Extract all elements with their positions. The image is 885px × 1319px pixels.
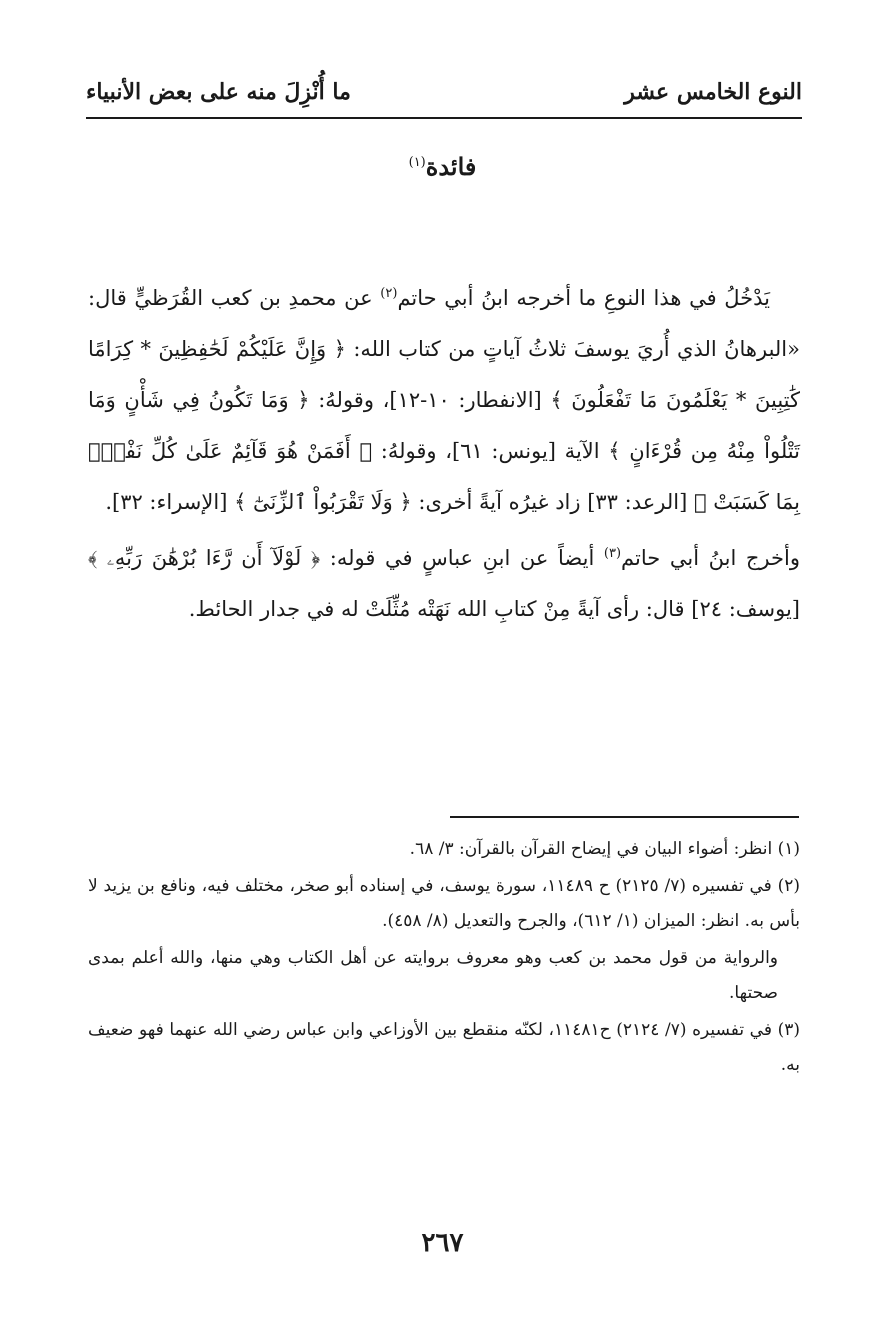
p2-text-b: أيضاً عن ابنِ عباسٍ في قوله: — [320, 546, 604, 570]
p1-footnote-ref: (٢) — [380, 286, 398, 301]
footnote-2: (٢) في تفسيره (٧/ ٢١٢٥) ح ١١٤٨٩، سورة يوسف، في إسناده أبو صخر، مختلف فيه، ونافع بن يزيد لا بأس به. انظر: الميزان (١/ ٦١٢)، والجرح والتعديل (٨/ ٤٥٨). — [88, 876, 800, 931]
footnote-2-continued: والرواية من قول محمد بن كعب وهو معروف بروايته عن أهل الكتاب وهي منها، والله أعلم بمدى صحتها. — [88, 948, 778, 1003]
p2-text-a: وأخرج ابنُ أبي حاتم — [621, 546, 800, 570]
quran-ref-5: [يوسف: ٢٤] قال: رأى آيةً مِنْ كتابِ الله نَهَتْه مُثِّلَتْ له في جدار الحائط. — [188, 597, 800, 621]
quran-verse-5: ﴿ لَوْلَآ أَن رَّءَا بُرْهَٰنَ رَبِّهِۦ ﴾ — [88, 546, 321, 570]
section-title-text: فائدة — [425, 152, 477, 181]
quran-ref-3: [الرعد: ٣٣] زاد غيرُه آيةً أخرى: — [411, 490, 694, 514]
footnote-1: (١) انظر: أضواء البيان في إيضاح القرآن بالقرآن: ٣/ ٦٨. — [409, 839, 800, 859]
footnotes — [88, 832, 800, 1085]
header-rule — [86, 117, 802, 119]
p1-text-a: يَدْخُلُ في هذا النوعِ ما أخرجه ابنُ أبي حاتم — [397, 286, 771, 310]
footnote-rule — [450, 816, 799, 818]
p2-footnote-ref: (٣) — [603, 546, 622, 561]
quran-ref-4: [الإسراء: ٣٢]. — [105, 490, 235, 514]
page-number: ٢٦٧ — [421, 1228, 464, 1258]
p1-text-b: عن محمدِ بن كعب القُرَظيٍّ قال: «البرهانُ الذي أُريَ يوسفَ ثلاثُ آياتٍ من كتاب الله: — [88, 286, 800, 361]
paragraph-2 — [88, 528, 800, 635]
header-chapter-title: النوع الخامس عشر — [624, 79, 802, 105]
paragraph-1 — [88, 268, 800, 528]
main-text — [88, 268, 800, 635]
quran-verse-3: ﴿ أَفَمَنْ هُوَ قَآئِمٌ عَلَىٰ كُلِّ نَفْسٍۭ بِمَا كَسَبَتْ ﴾ — [88, 439, 800, 514]
quran-ref-1: [الانفطار: ١٠-١٢]، وقولهُ: — [309, 388, 551, 412]
quran-ref-2: الآية [يونس: ٦١]، وقولهُ: — [372, 439, 609, 463]
quran-verse-4: ﴿ وَلَا تَقْرَبُواْ ٱلزِّنَىٰٓ ﴾ — [234, 490, 412, 514]
footnote-3: (٣) في تفسيره (٧/ ٢١٢٤) ح١١٤٨١، لكنّه منقطع بين الأوزاعي وابن عباس رضي الله عنهما فهو ضعيف به. — [88, 1020, 800, 1075]
quran-verse-2: ﴿ وَمَا تَكُونُ فِي شَأْنٍ وَمَا تَتْلُواْ مِنْهُ مِن قُرْءَانٍ ﴾ — [88, 388, 800, 463]
header-section-title: ما أُنْزِلَ منه على بعض الأنبياء — [86, 79, 351, 105]
section-title — [0, 152, 885, 181]
running-header — [86, 70, 802, 114]
section-footnote-ref: (١) — [408, 155, 426, 170]
quran-verse-1: ﴿ وَإِنَّ عَلَيْكُمْ لَحَٰفِظِينَ * كِرَامًا كَٰتِبِينَ * يَعْلَمُونَ مَا تَفْعَلُونَ ﴾ — [88, 337, 800, 412]
